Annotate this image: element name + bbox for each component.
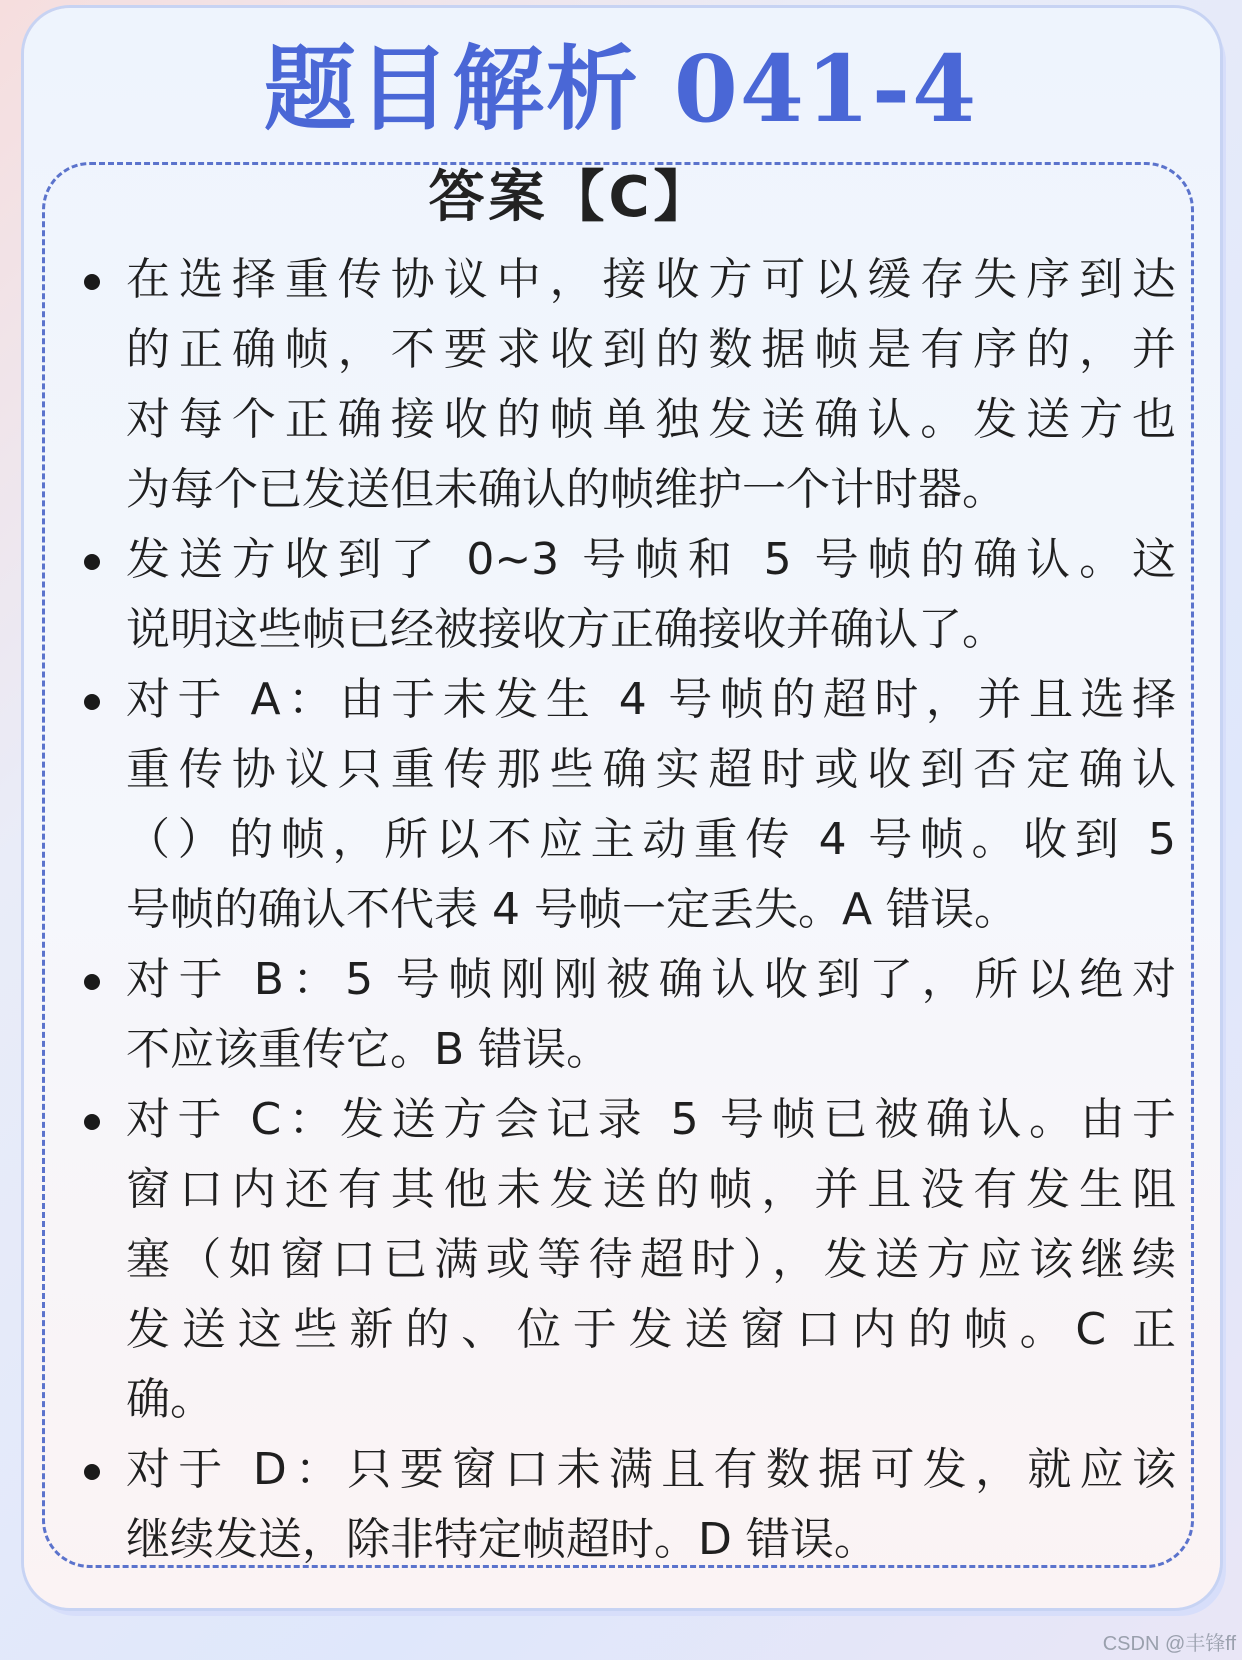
text-line: 为每个已发送但未确认的帧维护一个计时器。	[126, 464, 1006, 515]
analysis-list	[80, 245, 1176, 1575]
bullet-icon	[84, 1114, 100, 1130]
text-line: 对于 C：发送方会记录 5 号帧已被确认。由于	[126, 1094, 1176, 1145]
text-line: 对于 B：5 号帧刚刚被确认收到了，所以绝对	[126, 954, 1176, 1005]
text-line: 在选择重传协议中，接收方可以缓存失序到达	[126, 254, 1176, 305]
text-line: 塞（如窗口已满或等待超时），发送方应该继续	[126, 1234, 1176, 1285]
bullet-icon	[84, 274, 100, 290]
text-line: 对于 D：只要窗口未满且有数据可发，就应该	[126, 1444, 1176, 1495]
list-item	[80, 245, 1176, 525]
text-line: 对于 A：由于未发生 4 号帧的超时，并且选择	[126, 674, 1176, 725]
bullet-icon	[84, 554, 100, 570]
list-item	[80, 665, 1176, 945]
text-line: 对每个正确接收的帧单独发送确认。发送方也	[126, 394, 1176, 445]
text-line: 发送方收到了 0~3 号帧和 5 号帧的确认。这	[126, 534, 1176, 585]
text-line: 说明这些帧已经被接收方正确接收并确认了。	[126, 604, 1006, 655]
bullet-icon	[84, 974, 100, 990]
page-title: 题目解析 041-4	[263, 35, 979, 143]
list-item	[80, 1435, 1176, 1575]
text-line: 的正确帧，不要求收到的数据帧是有序的，并	[126, 324, 1176, 375]
watermark: CSDN @丰锋ff	[1102, 1633, 1236, 1655]
bullet-icon	[84, 694, 100, 710]
list-item	[80, 945, 1176, 1085]
text-line: 重传协议只重传那些确实超时或收到否定确认	[126, 744, 1176, 795]
text-line: （）的帧，所以不应主动重传 4 号帧。收到 5	[126, 814, 1176, 865]
list-item	[80, 525, 1176, 665]
list-item	[80, 1085, 1176, 1435]
answer-heading: 答案【C】	[428, 165, 714, 230]
text-line: 不应该重传它。B 错误。	[126, 1024, 611, 1075]
text-line: 确。	[126, 1374, 214, 1425]
text-line: 窗口内还有其他未发送的帧，并且没有发生阻	[126, 1164, 1176, 1215]
text-line: 发送这些新的、位于发送窗口内的帧。C 正	[126, 1304, 1176, 1355]
text-line: 继续发送，除非特定帧超时。D 错误。	[126, 1514, 878, 1565]
text-line: 号帧的确认不代表 4 号帧一定丢失。A 错误。	[126, 884, 1019, 935]
bullet-icon	[84, 1464, 100, 1480]
